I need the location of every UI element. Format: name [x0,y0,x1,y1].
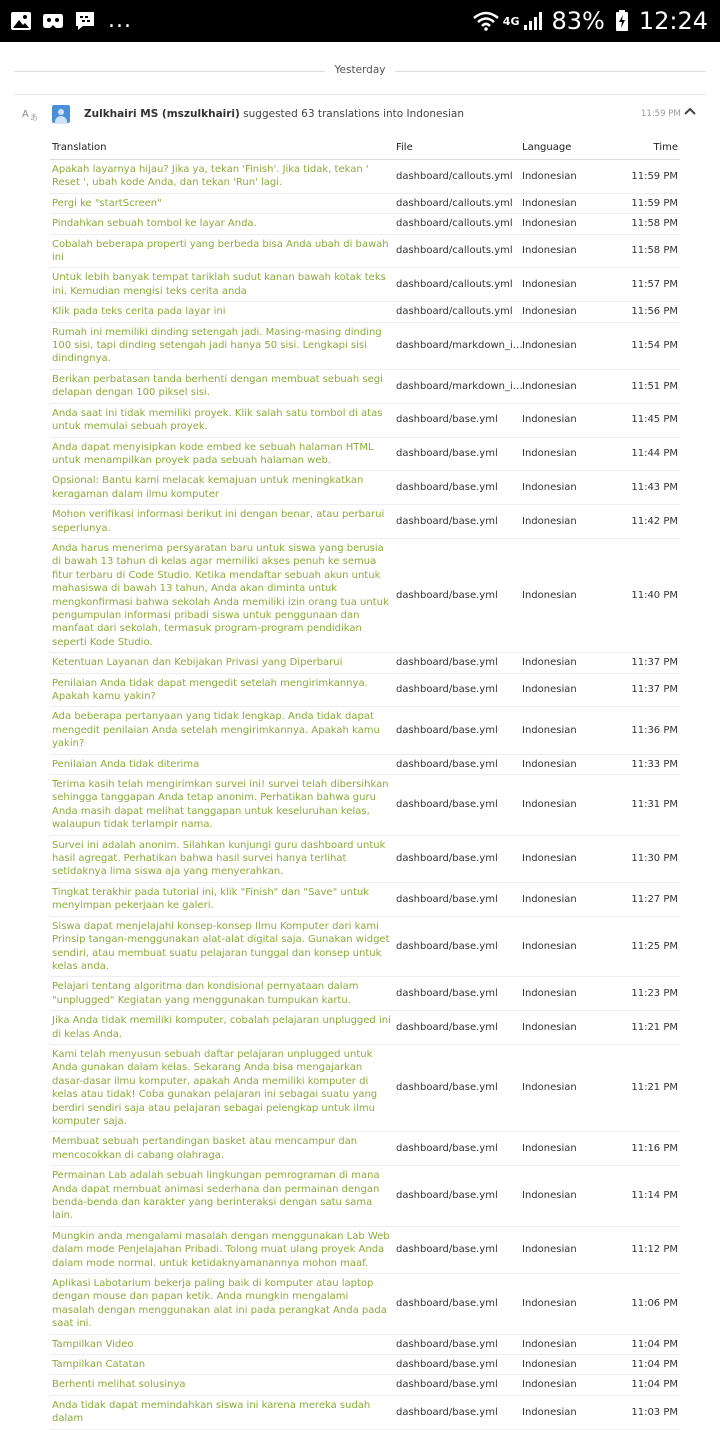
language-cell: Indonesian [520,234,610,268]
time-cell: 11:31 PM [610,775,680,836]
table-row[interactable] [50,437,680,471]
activity-user[interactable]: Zulkhairi MS (mszulkhairi) [84,108,240,120]
file-cell: dashboard/base.yml [394,505,520,539]
file-cell: dashboard/callouts.yml [394,234,520,268]
translation-cell[interactable]: Tampilkan Video [50,1334,394,1354]
language-cell: Indonesian [520,754,610,774]
language-cell: Indonesian [520,1166,610,1227]
header-language: Language [520,139,610,160]
time-cell: 11:04 PM [610,1334,680,1354]
time-cell: 11:58 PM [610,234,680,268]
time-cell: 11:04 PM [610,1355,680,1375]
file-cell: dashboard/base.yml [394,538,520,652]
language-cell: Indonesian [520,160,610,194]
chevron-up-icon[interactable] [683,103,697,117]
time-cell: 11:43 PM [610,471,680,505]
table-row[interactable] [50,653,680,673]
file-cell: dashboard/markdown_i… [394,369,520,403]
translation-cell[interactable]: Pindahkan sebuah tombol ke layar Anda. [50,214,394,234]
time-cell: 11:45 PM [610,403,680,437]
table-row[interactable] [50,322,680,369]
table-row[interactable] [50,1226,680,1273]
time-cell: 11:06 PM [610,1274,680,1335]
language-cell: Indonesian [520,1011,610,1045]
language-cell: Indonesian [520,916,610,977]
translation-cell[interactable]: Anda saat ini tidak memiliki proyek. Klik salah satu tombol di atas untuk memulai sebuah proyek. [50,403,394,437]
chat-app-icon [74,10,96,32]
time-cell: 11:04 PM [610,1375,680,1395]
table-row[interactable] [50,673,680,707]
translation-cell[interactable]: Ketentuan Layanan dan Kebijakan Privasi yang Diperbarui [50,653,394,673]
file-cell: dashboard/base.yml [394,1044,520,1131]
overflow-dots: ... [108,8,132,33]
table-row[interactable] [50,1166,680,1227]
table-row[interactable] [50,369,680,403]
time-cell: 11:40 PM [610,538,680,652]
file-cell: dashboard/callouts.yml [394,302,520,322]
translation-cell[interactable]: Membuat sebuah pertandingan basket atau mencampur dan mencocokkan di cabang olahraga. [50,1132,394,1166]
file-cell: dashboard/base.yml [394,1334,520,1354]
translation-cell[interactable]: Survei ini adalah anonim. Silahkan kunjungi guru dashboard untuk hasil agregat. Perhatikan bahwa hasil survei hanya terlihat setidaknya lima siswa aja yang menyerahkan. [50,835,394,882]
translation-cell[interactable]: Opsional: Bantu kami melacak kemajuan untuk meningkatkan keragaman dalam ilmu komputer [50,471,394,505]
language-cell: Indonesian [520,505,610,539]
time-cell: 11:23 PM [610,977,680,1011]
time-cell: 11:54 PM [610,322,680,369]
translation-cell[interactable]: Penilaian Anda tidak diterima [50,754,394,774]
table-row[interactable] [50,916,680,977]
file-cell: dashboard/base.yml [394,1395,520,1429]
file-cell: dashboard/base.yml [394,916,520,977]
file-cell: dashboard/base.yml [394,653,520,673]
activity-time: 11:59 PM [641,109,681,119]
svg-text:あ: あ [30,113,38,122]
language-cell: Indonesian [520,707,610,754]
file-cell: dashboard/base.yml [394,1226,520,1273]
file-cell: dashboard/markdown_i… [394,322,520,369]
table-row[interactable] [50,505,680,539]
table-row[interactable] [50,707,680,754]
time-cell: 11:56 PM [610,302,680,322]
file-cell: dashboard/callouts.yml [394,214,520,234]
language-cell: Indonesian [520,302,610,322]
svg-text:A: A [22,109,29,120]
table-header-row [50,139,680,160]
header-file: File [394,139,520,160]
language-cell: Indonesian [520,1226,610,1273]
language-cell: Indonesian [520,1132,610,1166]
language-cell: Indonesian [520,322,610,369]
battery-icon [611,10,633,32]
time-cell: 11:14 PM [610,1166,680,1227]
translation-cell[interactable]: Kami telah menyusun sebuah daftar pelajaran unplugged untuk Anda gunakan dalam kelas. Sekarang Anda bisa mengajarkan dasar-dasar ilmu komputer, apakah Anda memiliki komputer di kelas atau tidak! Coba gunakan pelajaran ini sebagai suatu yang berdiri sendiri saja atau pelajaran sebagai pelengkap untuk ilmu komputer saja. [50,1044,394,1131]
file-cell: dashboard/base.yml [394,673,520,707]
time-cell: 11:44 PM [610,437,680,471]
file-cell: dashboard/callouts.yml [394,193,520,213]
table-row[interactable] [50,1395,680,1429]
translation-cell[interactable]: Anda tidak dapat memindahkan siswa ini karena mereka sudah dalam [50,1395,394,1429]
table-row[interactable] [50,403,680,437]
time-cell: 11:12 PM [610,1226,680,1273]
translation-cell[interactable]: Permainan Lab adalah sebuah lingkungan pemrograman di mana Anda dapat membuat animasi sederhana dan permainan dengan benda-benda dan karakter yang berinteraksi dengan satu sama lain. [50,1166,394,1227]
file-cell: dashboard/base.yml [394,775,520,836]
language-cell: Indonesian [520,1044,610,1131]
time-cell: 11:21 PM [610,1011,680,1045]
time-cell: 11:58 PM [610,214,680,234]
file-cell: dashboard/base.yml [394,1132,520,1166]
table-row[interactable] [50,214,680,234]
activity-header[interactable] [14,95,706,131]
file-cell: dashboard/base.yml [394,835,520,882]
header-translation: Translation [50,139,394,160]
date-label [0,64,720,76]
time-cell: 11:57 PM [610,268,680,302]
file-cell: dashboard/base.yml [394,1166,520,1227]
translation-cell[interactable]: Aplikasi Labotarium bekerja paling baik di komputer atau laptop dengan mouse dan papan ketik. Anda mungkin mengalami masalah dengan menggunakan alat ini pada perangkat Anda pada saat ini. [50,1274,394,1335]
file-cell: dashboard/base.yml [394,754,520,774]
time-cell: 11:21 PM [610,1044,680,1131]
file-cell: dashboard/base.yml [394,1274,520,1335]
language-cell: Indonesian [520,1375,610,1395]
translate-icon [22,107,38,124]
activity-action: suggested 63 translations into Indonesian [243,108,464,120]
language-cell: Indonesian [520,835,610,882]
language-cell: Indonesian [520,775,610,836]
translation-cell[interactable]: Mungkin anda mengalami masalah dengan menggunakan Lab Web dalam mode Penjelajahan Pribadi. Tolong muat ulang proyek Anda dalam mode normal. untuk ketidaknyamanannya mohon maaf. [50,1226,394,1273]
file-cell: dashboard/base.yml [394,1355,520,1375]
language-cell: Indonesian [520,1395,610,1429]
time-cell: 11:37 PM [610,673,680,707]
translation-cell[interactable]: Pergi ke "startScreen" [50,193,394,213]
translation-cell[interactable]: Terima kasih telah mengirimkan survei ini! survei telah dibersihkan sehingga tanggapan Anda tetap anonim. Perhatikan bahwa guru Anda masih dapat melihat tanggapan untuk keseluruhan kelas, walaupun tidak terlampir nama. [50,775,394,836]
battery-percent: 83% [551,7,605,35]
game-controller-icon [42,10,64,32]
language-cell: Indonesian [520,538,610,652]
translation-cell[interactable]: Tingkat terakhir pada tutorial ini, klik "Finish" dan "Save" untuk menyimpan pekerjaan ke galeri. [50,882,394,916]
language-cell: Indonesian [520,882,610,916]
table-row[interactable] [50,160,680,194]
translation-cell[interactable]: Cobalah beberapa properti yang berbeda bisa Anda ubah di bawah ini [50,234,394,268]
status-bar [0,0,720,42]
activity-card [14,94,706,1425]
language-cell: Indonesian [520,437,610,471]
table-row[interactable] [50,775,680,836]
language-cell: Indonesian [520,977,610,1011]
table-row[interactable] [50,1334,680,1354]
translation-cell[interactable]: Apakah layarnya hijau? Jika ya, tekan 'Finish'. Jika tidak, tekan ' Reset ', ubah kode Anda, dan tekan 'Run' lagi. [50,160,394,194]
time-cell: 11:42 PM [610,505,680,539]
file-cell: dashboard/base.yml [394,707,520,754]
header-time: Time [610,139,680,160]
time-cell: 11:37 PM [610,653,680,673]
translation-cell[interactable]: Untuk lebih banyak tempat tariklah sudut kanan bawah kotak teks ini. Kemudian mengisi teks cerita anda [50,268,394,302]
table-row[interactable] [50,977,680,1011]
translation-cell[interactable]: Anda harus menerima persyaratan baru untuk siswa yang berusia di bawah 13 tahun di kelas agar memiliki akses penuh ke semua fitur terbaru di Code Studio. Ketika mendaftar sebuah akun untuk mahasiswa di bawah 13 tahun, Anda akan diminta untuk mengkonfirmasi bahwa sekolah Anda memiliki izin orang tua untuk pengumpulan informasi pribadi siswa untuk penggunaan dan manfaat dari sekolah, termasuk program-program pendidikan seperti Kode Studio. [50,538,394,652]
file-cell: dashboard/callouts.yml [394,268,520,302]
language-cell: Indonesian [520,403,610,437]
time-cell: 11:16 PM [610,1132,680,1166]
time-cell: 11:33 PM [610,754,680,774]
file-cell: dashboard/base.yml [394,1375,520,1395]
table-row[interactable] [50,538,680,652]
time-cell: 11:30 PM [610,835,680,882]
language-cell: Indonesian [520,653,610,673]
translation-cell[interactable]: Rumah ini memiliki dinding setengah jadi. Masing-masing dinding 100 sisi, tapi dinding setengah jadi hanya 50 sisi. Lengkapi sisi dindingnya. [50,322,394,369]
file-cell: dashboard/base.yml [394,471,520,505]
translation-cell[interactable]: Berikan perbatasan tanda berhenti dengan membuat sebuah segi delapan dengan 100 piksel sisi. [50,369,394,403]
translation-cell[interactable]: Ada beberapa pertanyaan yang tidak lengkap. Anda tidak dapat mengedit penilaian Anda setelah mengirimkannya. Apakah kamu yakin? [50,707,394,754]
language-cell: Indonesian [520,1274,610,1335]
network-type-label: 4G [502,14,520,28]
translations-table [50,139,680,1430]
translation-cell[interactable]: Siswa dapat menjelajahi konsep-konsep Ilmu Komputer dari kami Prinsip tangan-menggunakan alat-alat digital saja. Gunakan widget sendiri, atau membuat suatu pelajaran tunggal dan konsep untuk kelas anda. [50,916,394,977]
wifi-icon [475,10,497,32]
language-cell: Indonesian [520,214,610,234]
file-cell: dashboard/base.yml [394,437,520,471]
language-cell: Indonesian [520,471,610,505]
table-row[interactable] [50,471,680,505]
time-cell: 11:27 PM [610,882,680,916]
table-row[interactable] [50,1132,680,1166]
language-cell: Indonesian [520,193,610,213]
signal-icon [523,10,545,32]
translation-cell[interactable]: Anda dapat menyisipkan kode embed ke sebuah halaman HTML untuk menampilkan proyek pada sebuah halaman web. [50,437,394,471]
time-cell: 11:51 PM [610,369,680,403]
translation-cell[interactable]: Klik pada teks cerita pada layar ini [50,302,394,322]
table-row[interactable] [50,1011,680,1045]
language-cell: Indonesian [520,673,610,707]
language-cell: Indonesian [520,1334,610,1354]
file-cell: dashboard/base.yml [394,1011,520,1045]
table-row[interactable] [50,1355,680,1375]
translation-cell[interactable]: Jika Anda tidak memiliki komputer, cobalah pelajaran unplugged ini di kelas Anda. [50,1011,394,1045]
table-row[interactable] [50,193,680,213]
language-cell: Indonesian [520,268,610,302]
language-cell: Indonesian [520,1355,610,1375]
table-row[interactable] [50,754,680,774]
translation-cell[interactable]: Mohon verifikasi informasi berikut ini dengan benar, atau perbarui seperlunya. [50,505,394,539]
file-cell: dashboard/callouts.yml [394,160,520,194]
date-label-text: Yesterday [325,64,396,76]
translation-cell[interactable]: Berhenti melihat solusinya [50,1375,394,1395]
activity-feed [0,42,720,1425]
table-row[interactable] [50,302,680,322]
table-row[interactable] [50,234,680,268]
table-row[interactable] [50,1375,680,1395]
clock: 12:24 [638,7,708,35]
language-cell: Indonesian [520,369,610,403]
time-cell: 11:25 PM [610,916,680,977]
translation-cell[interactable]: Pelajari tentang algoritma dan kondisional pernyataan dalam "unplugged" Kegiatan yang menggunakan tumpukan kartu. [50,977,394,1011]
table-row[interactable] [50,835,680,882]
activity-summary [84,108,464,120]
table-row[interactable] [50,1044,680,1131]
time-cell: 11:36 PM [610,707,680,754]
file-cell: dashboard/base.yml [394,403,520,437]
time-cell: 11:59 PM [610,160,680,194]
file-cell: dashboard/base.yml [394,977,520,1011]
gallery-icon [10,10,32,32]
avatar [52,105,70,123]
translation-cell[interactable]: Tampilkan Catatan [50,1355,394,1375]
table-row[interactable] [50,882,680,916]
time-cell: 11:59 PM [610,193,680,213]
translation-cell[interactable]: Penilaian Anda tidak dapat mengedit setelah mengirimkannya. Apakah kamu yakin? [50,673,394,707]
table-row[interactable] [50,1274,680,1335]
time-cell: 11:03 PM [610,1395,680,1429]
file-cell: dashboard/base.yml [394,882,520,916]
table-row[interactable] [50,268,680,302]
